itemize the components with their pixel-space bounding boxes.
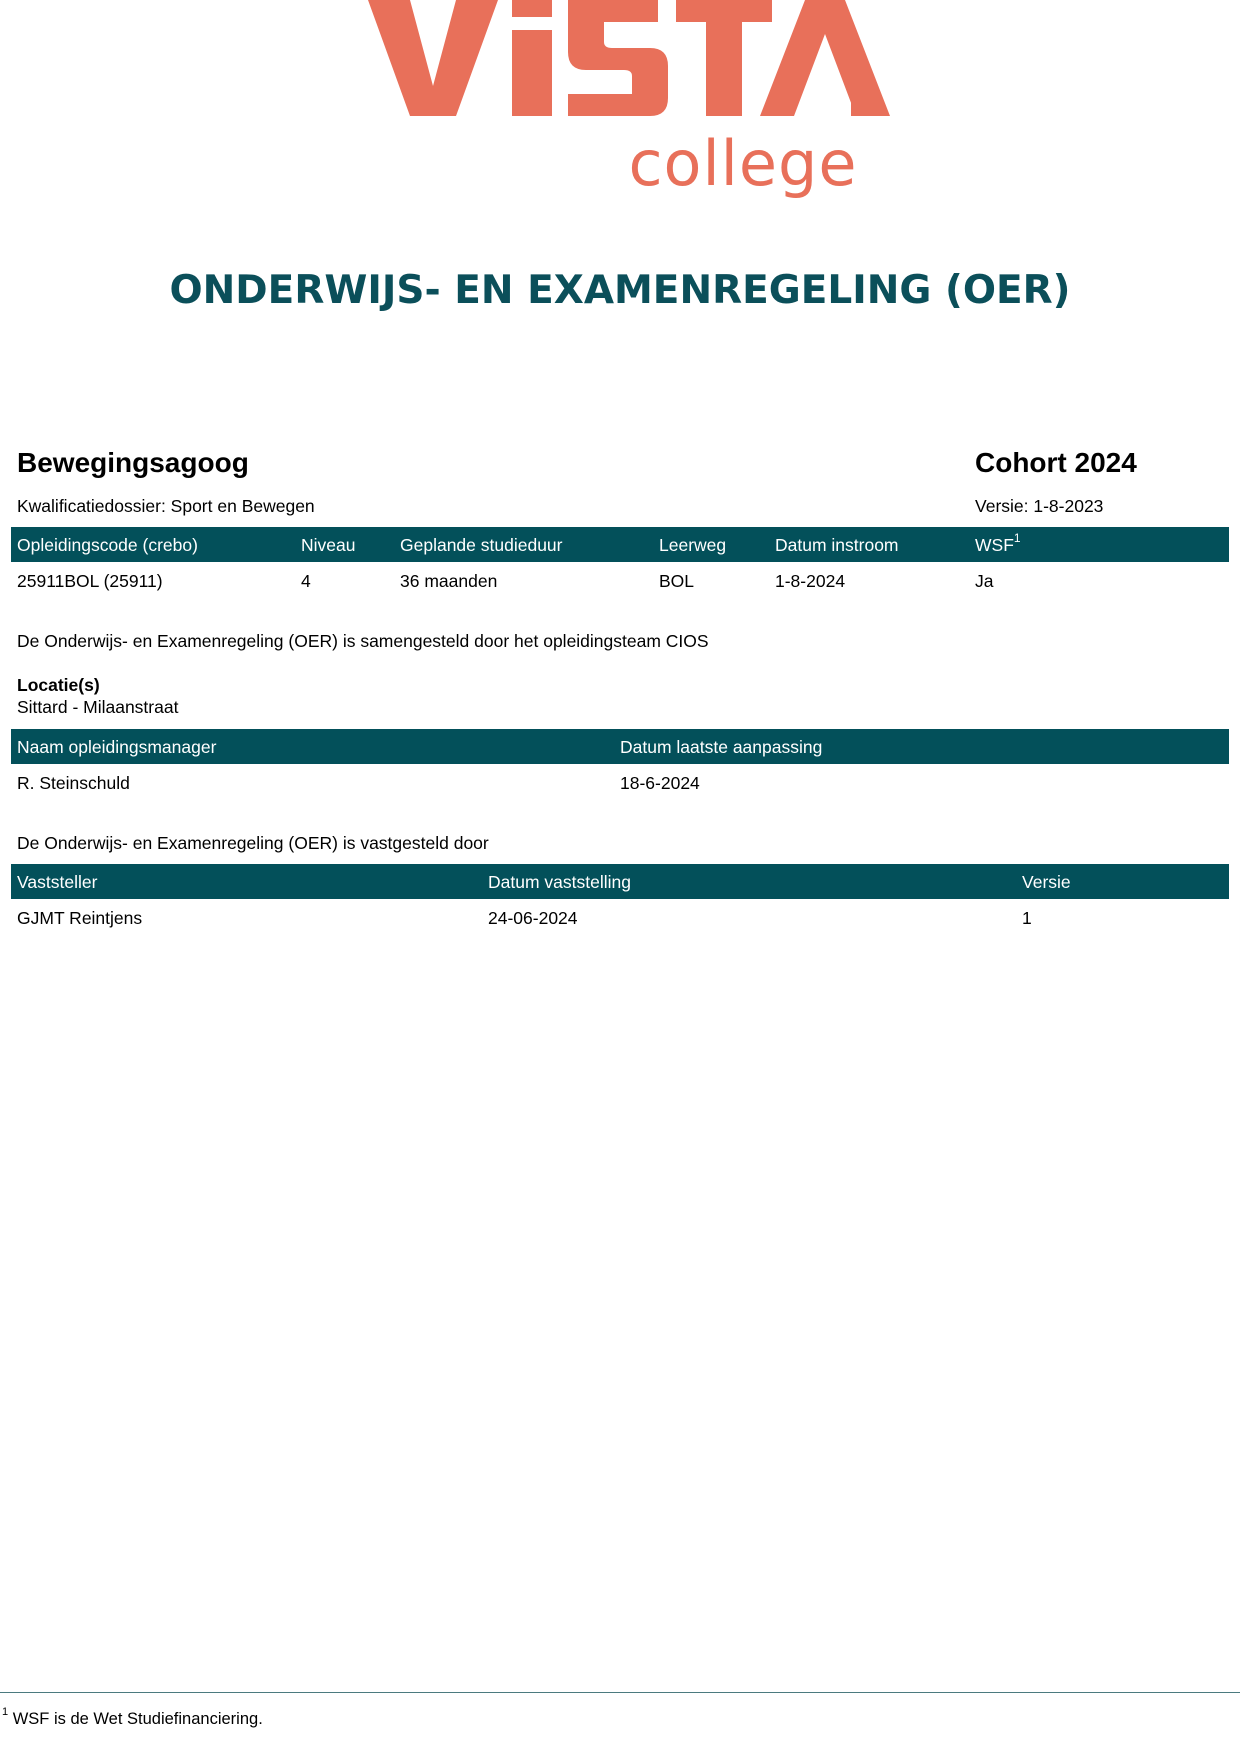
header-manager: Naam opleidingsmanager <box>17 737 217 757</box>
header-wsf <box>975 531 1021 555</box>
value-instroom: 1-8-2024 <box>775 571 846 591</box>
composed-by-text: De Onderwijs- en Examenregeling (OER) is samengesteld door het opleidingsteam CIOS <box>17 631 709 651</box>
header-niveau: Niveau <box>301 535 356 555</box>
location-value: Sittard - Milaanstraat <box>17 697 179 717</box>
header-wsf-label: WSF <box>975 535 1014 555</box>
header-vaststeller: Vaststeller <box>17 872 98 892</box>
footnote-ref: 1 <box>1013 531 1021 546</box>
dossier-version: Versie: 1-8-2023 <box>975 496 1104 516</box>
footnote-mark: 1 <box>2 1705 9 1718</box>
vista-college-logo <box>0 0 1240 210</box>
header-last-modified: Datum laatste aanpassing <box>620 737 823 757</box>
established-by-text: De Onderwijs- en Examenregeling (OER) is vastgesteld door <box>17 833 489 853</box>
program-name: Bewegingsagoog <box>17 447 249 478</box>
table-row <box>11 571 1229 595</box>
value-vaststeller: GJMT Reintjens <box>17 908 143 928</box>
header-studieduur: Geplande studieduur <box>400 535 563 555</box>
table-row <box>11 773 1229 797</box>
footnote-text: WSF is de Wet Studiefinanciering. <box>12 1710 263 1728</box>
footnote <box>2 1705 263 1729</box>
college-wordmark: college <box>628 127 858 200</box>
value-wsf: Ja <box>975 571 994 591</box>
qualification-dossier: Kwalificatiedossier: Sport en Bewegen <box>17 496 315 516</box>
establishment-table-header <box>11 864 1229 899</box>
program-table-header <box>11 527 1229 562</box>
header-crebo: Opleidingscode (crebo) <box>17 535 198 555</box>
vista-wordmark <box>368 0 890 116</box>
cohort-label: Cohort 2024 <box>975 447 1137 478</box>
value-leerweg: BOL <box>659 571 695 591</box>
value-version: 1 <box>1022 908 1032 928</box>
page-title: ONDERWIJS- EN EXAMENREGELING (OER) <box>169 268 1071 313</box>
value-niveau: 4 <box>301 571 311 591</box>
header-date-established: Datum vaststelling <box>488 872 631 892</box>
value-studieduur: 36 maanden <box>400 571 498 591</box>
footnote-divider <box>0 1692 1240 1693</box>
value-manager: R. Steinschuld <box>17 773 130 793</box>
table-row <box>11 908 1229 932</box>
header-instroom: Datum instroom <box>775 535 899 555</box>
value-crebo: 25911BOL (25911) <box>17 571 163 591</box>
value-date-established: 24-06-2024 <box>488 908 578 928</box>
value-last-modified: 18-6-2024 <box>620 773 700 793</box>
manager-table-header <box>11 729 1229 764</box>
header-version: Versie <box>1022 872 1071 892</box>
location-label: Locatie(s) <box>17 675 100 695</box>
header-leerweg: Leerweg <box>659 535 727 555</box>
